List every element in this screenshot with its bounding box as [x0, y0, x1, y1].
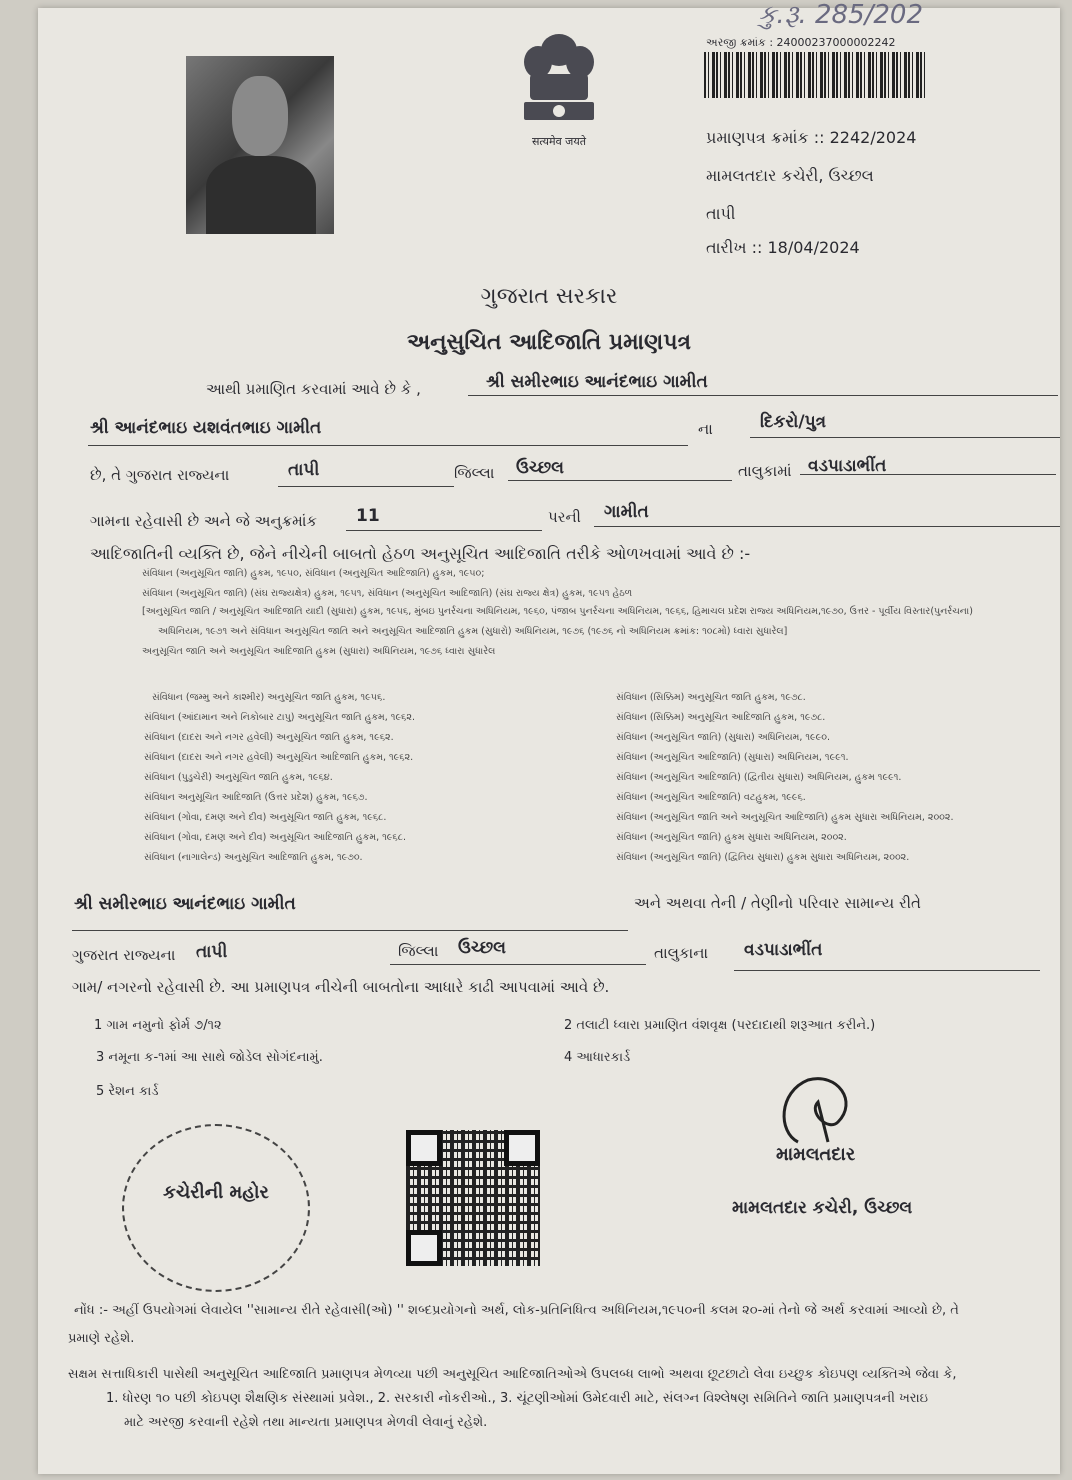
order-left-5: સંવિધાન (પુડુચેરી) અનુસૂચિત જાતિ હુકમ, ૧૯૬૪. — [144, 772, 333, 783]
certify-label: આથી પ્રમાણિત કરવામાં આવે છે કે , — [206, 380, 421, 398]
underline — [750, 437, 1060, 438]
basis-line: ગામ/ નગરનો રહેવાસી છે. આ પ્રમાણપત્ર નીચેની બાબતોના આધારે કાઢી આપવામાં આવે છે. — [72, 978, 610, 996]
order-left-4: સંવિધાન (દાદરા અને નગર હવેલી) અનુસૂચિત આદિજાતિ હુકમ, ૧૯૬૨. — [144, 752, 414, 763]
signatory-title: મામલતદાર — [776, 1144, 856, 1165]
order-top-3: [અનુસૂચિત જાતિ / અનુસૂચિત આદિજાતિ યાદી (સુધારા) હુકમ, ૧૯૫૬, મુંબઇ પુનર્રચના અધિનિયમ, ૧૯૬૦, પંજાબ પુનર્રચના અધિનિયમ, ૧૯૬૬, હિમાચલ પ્રદેશ રાજ્ય અધિનિયમ,૧૯૭૦, ઉત્તર - પૂર્વીય વિસ્તાર(પુનર્રચના) — [142, 606, 973, 617]
order-right-6: સંવિધાન (અનુસૂચિત આદિજાતિ) વટહુકમ, ૧૯૯૬. — [616, 792, 806, 803]
issue-date: તારીખ :: 18/04/2024 — [706, 238, 860, 257]
district-label-2: જિલ્લા — [398, 942, 439, 960]
issuing-office: મામલતદાર કચેરી, ઉચ્છલ — [706, 166, 874, 185]
order-left-3: સંવિધાન (દાદરા અને નગર હવેલી) અનુસૂચિત જાતિ હુકમ, ૧૯૬૨. — [144, 732, 394, 743]
government-title: ગુજરાત સરકાર — [480, 284, 618, 309]
qr-code — [406, 1130, 540, 1266]
taluka-label-2: તાલુકાના — [654, 944, 709, 962]
order-left-6: સંવિધાન અનુસૂચિત આદિજાતિ (ઉત્તર પ્રદેશ) હુકમ, ૧૯૬૭. — [144, 792, 368, 803]
of-label: ના — [698, 420, 713, 438]
underline — [72, 930, 628, 931]
village-value-2: વડપાડાભીંત — [744, 940, 823, 960]
order-right-5: સંવિધાન (અનુસૂચિત આદિજાતિ) (દ્વિતીય સુધારા) અધિનિયમ, હુકમ ૧૯૯૧. — [616, 772, 902, 783]
taluka-label: તાલુકામાં — [738, 462, 792, 480]
tribe-name: ગામીત — [604, 502, 649, 522]
taluka-value: ઉચ્છલ — [516, 458, 564, 478]
note-3: 1. ધોરણ ૧૦ પછી કોઇપણ શૈક્ષણિક સંસ્થામાં પ્રવેશ., 2. સરકારી નોકરીઓ., 3. ચૂંટણીઓમાં ઉમેદવારી માટે, સંલગ્ન વિશ્લેષણ સમિતિને જાતિ પ્રમાણપત્રની ખરાઇ — [106, 1391, 929, 1406]
district-label: જિલ્લા — [454, 464, 495, 482]
state-label-2: ગુજરાત રાજ્યના — [72, 946, 176, 964]
certificate-number: પ્રમાણપત્ર ક્રમાંક :: 2242/2024 — [706, 128, 917, 147]
state-label: છે, તે ગુજરાત રાજ્યના — [90, 466, 230, 484]
order-left-9: સંવિધાન (નાગાલેન્ડ) અનુસૂચિત આદિજાતિ હુકમ, ૧૯૭૦. — [144, 852, 363, 863]
seal-text: કચેરીની મહોર — [163, 1182, 269, 1203]
order-right-4: સંવિધાન (અનુસૂચિત આદિજાતિ) (સુધારા) અધિનિયમ, ૧૯૯૧. — [616, 752, 849, 763]
note-2: સક્ષમ સત્તાધિકારી પાસેથી અનુસૂચિત આદિજાતિ પ્રમાણપત્ર મેળવ્યા પછી અનુસૂચિત આદિજાતિઓએ ઉપલબ્ધ લાભો અથવા છૂટછાટો લેવા ઇચ્છુક કોઇપણ વ્યક્તિએ જેવા કે, — [68, 1367, 957, 1382]
applicant-name-2: શ્રી સમીરભાઇ આનંદભાઇ ગામીત — [74, 894, 296, 914]
issuing-district: તાપી — [706, 204, 736, 223]
certificate-page — [38, 0, 1060, 1474]
order-top-4: અધિનિયમ, ૧૯૭૧ અને સંવિધાન અનુસૂચિત જાતિ અને અનુસૂચિત આદિજાતિ હુકમ (સુધારો) અધિનિયમ, ૧૯૭૬ (૧૯૭૬ નો અધિનિયમ ક્રમાંક: ૧૦૮મો) ધ્વારા સુધારેલ] — [158, 626, 788, 637]
order-right-2: સંવિધાન (સિક્કિમ) અનુસૂચિત આદિજાતિ હુકમ, ૧૯૭૮. — [616, 712, 826, 723]
signature-icon — [768, 1072, 868, 1152]
order-right-7: સંવિધાન (અનુસૂચિત જાતિ અને અનુસૂચિત આદિજાતિ) હુકમ સુધારા અધિનિયમ, ૨૦૦૨. — [616, 812, 954, 823]
order-left-2: સંવિધાન (આંદામાન અને નિકોબાર ટાપુ) અનુસૂચિત જાતિ હુકમ, ૧૯૬૨. — [144, 712, 415, 723]
order-top-2: સંવિધાન (અનુસૂચિત જાતિ) (સંઘ રાજ્યક્ષેત્ર) હુકમ, ૧૯૫૧, સંવિધાન (અનુસૂચિત આદિજાતિ) (સંઘ રાજ્ય ક્ષેત્ર) હુકમ, ૧૯૫૧ હેઠળ — [142, 588, 633, 599]
order-right-9: સંવિધાન (અનુસૂચિત જાતિ) (દ્વિતિય સુધારા) હુકમ સુધારા અધિનિયમ, ૨૦૦૨. — [616, 852, 910, 863]
doc-5: 5 રેશન કાર્ડ — [96, 1084, 159, 1099]
underline — [88, 445, 688, 446]
note-4: માટે અરજી કરવાની રહેશે તથા માન્યતા પ્રમાણપત્ર મેળવી લેવાનું રહેશે. — [124, 1415, 488, 1430]
signatory-office: મામલતદાર કચેરી, ઉચ્છલ — [732, 1198, 913, 1218]
order-left-1: સંવિધાન (જમ્મુ અને કાશ્મીર) અનુસૂચિત જાતિ હુકમ, ૧૯૫૬. — [152, 692, 386, 703]
underline — [278, 486, 454, 487]
national-emblem-icon — [516, 28, 602, 134]
applicant-name: શ્રી સમીરભાઇ આનંદભાઇ ગામીત — [486, 372, 708, 392]
underline — [468, 395, 1058, 396]
order-left-8: સંવિધાન (ગોવા, દમણ અને દીવ) અનુસૂચિત આદિજાતિ હુકમ, ૧૯૬૮. — [144, 832, 406, 843]
order-right-1: સંવિધાન (સિક્કિમ) અનુસૂચિત જાતિ હુકમ, ૧૯૭૮. — [616, 692, 806, 703]
district-value-2: તાપી — [196, 942, 228, 962]
note-1: નોંધ :- અહીં ઉપયોગમાં લેવાયેલ ''સામાન્ય રીતે રહેવાસી(ઓ) '' શબ્દપ્રયોગનો અર્થ, લોક-પ્રતિનિધિત્વ અધિનિયમ,૧૯૫૦ની કલમ ૨૦-માં તેનો જે અર્થ કરવામાં આવ્યો છે, તે — [74, 1303, 959, 1318]
doc-3: 3 નમૂના ક-૧માં આ સાથે જોડેલ સોગંદનામું. — [96, 1050, 323, 1065]
resident-label: ગામના રહેવાસી છે અને જે અનુક્રમાંક — [90, 512, 318, 530]
tribe-line: આદિજાતિની વ્યક્તિ છે, જેને નીચેની બાબતો હેઠળ અનુસૂચિત આદિજાતિ તરીકે ઓળખવામાં આવે છે :- — [90, 544, 751, 563]
relation: દિકરો/પુત્ર — [760, 412, 827, 432]
office-seal — [122, 1124, 310, 1292]
father-name: શ્રી આનંદભાઇ યશવંતભાઇ ગામીત — [90, 418, 322, 438]
underline — [594, 526, 1060, 527]
order-right-3: સંવિધાન (અનુસૂચિત જાતિ) (સુધારા) અધિનિયમ, ૧૯૯૦. — [616, 732, 831, 743]
district-value: તાપી — [288, 460, 320, 480]
underline — [390, 964, 646, 965]
doc-2: 2 તલાટી ધ્વારા પ્રમાણિત વંશવૃક્ષ (પરદાદાથી શરૂઆત કરીને.) — [564, 1018, 876, 1033]
underline — [508, 480, 732, 481]
note-1b: પ્રમાણે રહેશે. — [68, 1331, 135, 1346]
family-text: અને અથવા તેની / તેણીનો પરિવાર સામાન્ય રીતે — [634, 894, 921, 912]
order-right-8: સંવિધાન (અનુસૂચિત જાતિ) હુકમ સુધારા અધિનિયમ, ૨૦૦૨. — [616, 832, 847, 843]
underline — [800, 474, 1056, 475]
par-label: પરની — [548, 508, 581, 526]
serial-number: 11 — [356, 506, 380, 526]
underline — [346, 530, 542, 531]
order-left-7: સંવિધાન (ગોવા, દમણ અને દીવ) અનુસૂચિત જાતિ હુકમ, ૧૯૬૮. — [144, 812, 387, 823]
taluka-value-2: ઉચ્છલ — [458, 938, 506, 958]
handwritten-ref: કુ.રૂ. 285/202 — [758, 0, 923, 30]
barcode — [704, 52, 928, 98]
village-value: વડપાડાભીંત — [808, 456, 887, 476]
order-top-1: સંવિધાન (અનુસૂચિત જાતિ) હુકમ, ૧૯૫૦, સંવિધાન (અનુસૂચિત આદિજાતિ) હુકમ, ૧૯૫૦; — [142, 568, 485, 579]
certificate-title: અનુસુચિત આદિજાતિ પ્રમાણપત્ર — [406, 330, 692, 355]
underline — [734, 970, 1040, 971]
application-number: અરજી ક્રમાંક : 24000237000002242 — [706, 36, 896, 49]
applicant-photo — [186, 56, 334, 234]
doc-1: 1 ગામ નમુનો ફોર્મ ૭/૧૨ — [94, 1018, 222, 1033]
order-top-5: અનુસૂચિત જાતિ અને અનુસૂચિત આદિજાતિ હુકમ (સુધારા) અધિનિયમ, ૧૯૭૬ ધ્વારા સુધારેલ — [142, 646, 496, 657]
doc-4: 4 આધારકાર્ડ — [564, 1050, 631, 1065]
emblem-caption: सत्यमेव जयते — [531, 135, 586, 148]
